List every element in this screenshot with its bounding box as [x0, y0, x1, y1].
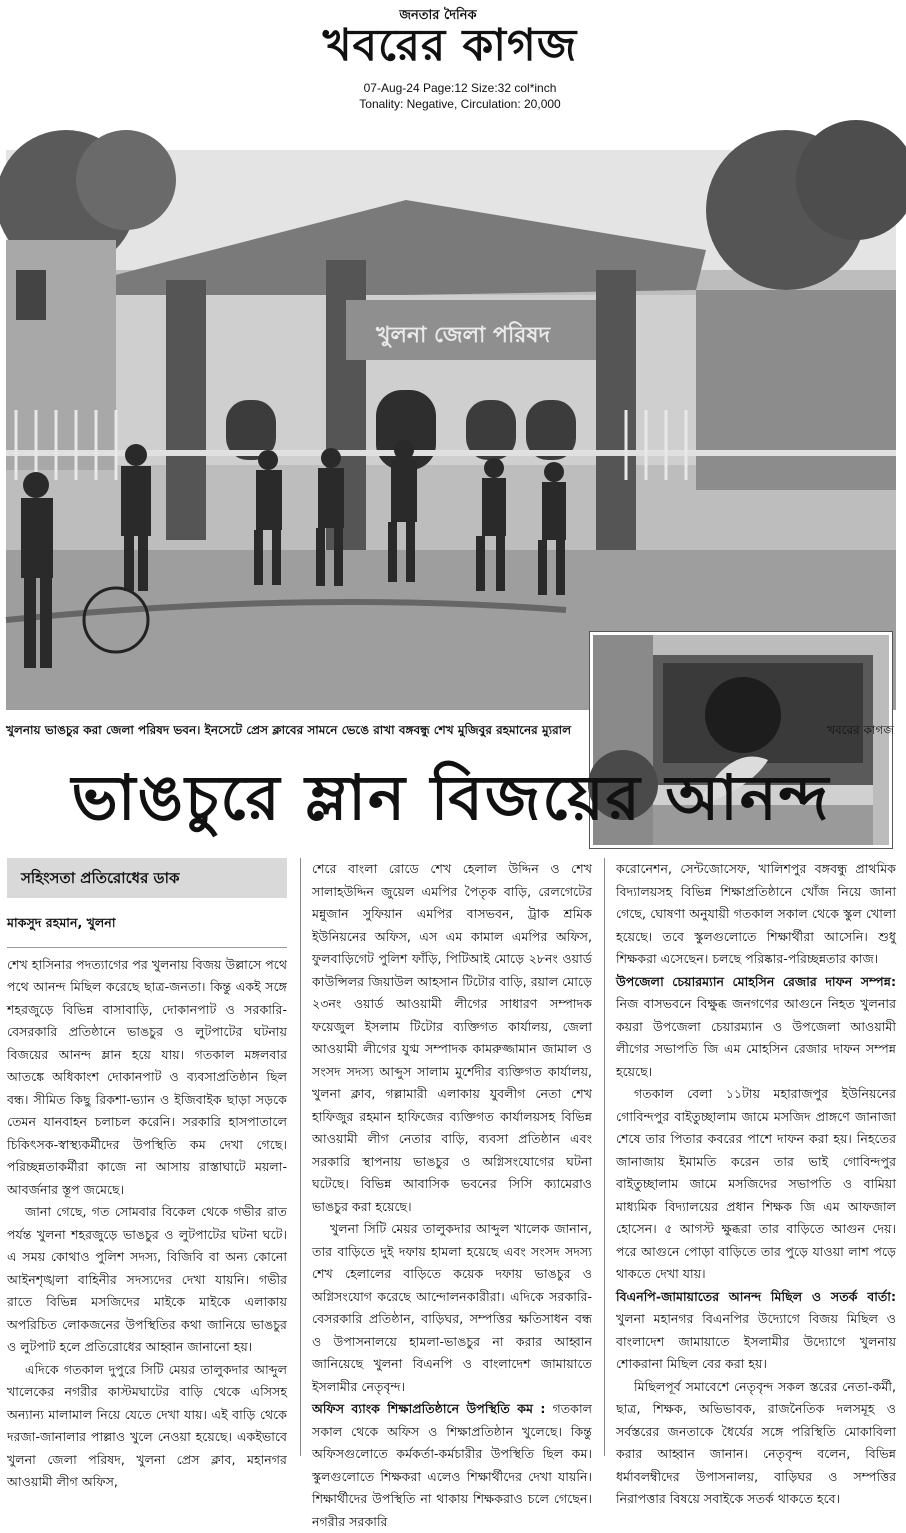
clip-meta-line-2: Tonality: Negative, Circulation: 20,000	[359, 97, 561, 111]
paragraph: শেরে বাংলা রোডে শেখ হেলাল উদ্দিন ও শেখ সালাহউদ্দিন জুয়েল এমপির পৈতৃক বাড়ি, রেলগেটের মন্নুজান সুফিয়ান এমপির বাসভবন, ট্রাক শ্রমিক ইউনিয়নের অফিস, এস এম কামাল এমপির অফিস, ফুলবাড়িগেট পুলিশ ফাঁড়ি, পিটিআই মোড়ে ২৮নং ওয়ার্ড কাউন্সিলর জিয়াউল আহসান টিটোর বাড়ি, রয়াল মোড়ে ২৩নং ওয়ার্ড আওয়ামী লীগের সাধারণ সম্পাদক ফয়েজুল ইসলাম টিটোর ব্যক্তিগত কার্যালয়, জেলা আওয়ামী লীগের যুগ্ম সম্পাদক কামরুজ্জামান জামাল ও সংসদ সদস্য আব্দুস সালাম মুর্শেদীর ব্যক্তিগত কার্যালয়, খুলনা ক্লাব, গল্লামারী এলাকায় যুবলীগ নেতা শেখ হাফিজুর রহমান হাফিজের ব্যক্তিগত কার্যালয়সহ বিভিন্ন আওয়ামী লীগ নেতার বাড়ি, ব্যবসা প্রতিষ্ঠান এবং সরকারি স্থাপনায় ভাঙচুর ও অগ্নিসংযোগের ঘটনা ঘটেছে। বিভিন্ন আবাসিক ভবনের সিসি ক্যামেরাও ভাঙচুর করা হয়েছে।	[312, 861, 592, 1214]
subsection-body: নিজ বাসভবনে বিক্ষুব্ধ জনগণের আগুনে নিহত খুলনার কয়রা উপজেলা চেয়ারম্যান ও উপজেলা আওয়ামী লীগের সভাপতি জি এম মোহসিন রেজার দাফন সম্পন্ন হয়েছে।	[616, 996, 896, 1079]
masthead-kicker: জনতার দৈনিক	[399, 8, 477, 23]
subsection-body: খুলনা মহানগর বিএনপির উদ্যোগে বিজয় মিছিল ও বাংলাদেশ জামায়াতে ইসলামীর উদ্যোগে খুলনায় শোকরানা মিছিল বের করা হয়।	[616, 1311, 896, 1371]
byline-divider	[7, 947, 287, 948]
subsection-heading: অফিস ব্যাংক শিক্ষাপ্রতিষ্ঠানে উপস্থিতি কম :	[312, 1401, 546, 1416]
caption-text: খুলনায় ভাঙচুর করা জেলা পরিষদ ভবন। ইনসেটে প্রেস ক্লাবের সামনে ভেঙে রাখা বঙ্গবন্ধু শেখ মুজিবুর রহমানের ম্যুরাল	[6, 723, 572, 737]
column-divider	[300, 858, 301, 1456]
building-illustration	[6, 150, 896, 710]
masthead	[0, 0, 906, 118]
subsection-heading: উপজেলা চেয়ারম্যান মোহসিন রেজার দাফন সম্পন্ন:	[616, 973, 896, 989]
photo-caption	[6, 720, 896, 742]
paragraph: মিছিলপূর্ব সমাবেশে নেতৃবৃন্দ সকল স্তরের নেতা-কর্মী, ছাত্র, শিক্ষক, অভিভাবক, রাজনৈতিক দলসমূহ ও সর্বস্তরের জনতাকে ধৈর্যের সঙ্গে পরিস্থিতি মোকাবিলা করার আহ্বান জানান। নেতৃবৃন্দ বলেন, বিভিন্ন ধর্মাবলম্বীদের উপাসনালয়, বাড়িঘর ও সম্পত্তির নিরাপত্তার বিষয়ে সবাইকে সতর্ক থাকতে হবে।	[616, 1378, 896, 1506]
main-photo	[6, 150, 896, 710]
article-column-2	[312, 858, 592, 1529]
photo-credit: খবরের কাগজ	[827, 723, 894, 737]
clip-meta-line-1: 07-Aug-24 Page:12 Size:32 col*inch	[363, 81, 557, 95]
paragraph: জানা গেছে, গত সোমবার বিকেল থেকে গভীর রাত পর্যন্ত খুলনা শহরজুড়ে ভাঙচুর ও লুটপাটের ঘটনা ঘটে। এ সময় কোথাও পুলিশ সদস্য, বিজিবি বা অন্য কোনো আইনশৃঙ্খলা বাহিনীর সদস্যদের দেখা যায়নি। গভীর রাতে বিভিন্ন মসজিদের মাইকে মাইকে এলাকায় অপরিচিত লোকজনের উপস্থিতির কথা জানিয়ে ভাঙচুর ও লুটপাট হলে প্রতিরোধের আহ্বান জানানো হয়।	[7, 1204, 287, 1354]
column-divider	[604, 858, 605, 1456]
byline: মাকসুদ রহমান, খুলনা	[7, 915, 116, 930]
paragraph: খুলনা সিটি মেয়র তালুকদার আব্দুল খালেক জানান, তার বাড়িতে দুই দফায় হামলা হয়েছে এবং সংসদ সদস্য শেখ হেলালের বাড়িতে কয়েক দফায় ভাঙচুর ও অগ্নিসংযোগ করেছে আন্দোলনকারীরা। এদিকে সরকারি-বেসরকারি প্রতিষ্ঠান, বাড়িঘর, সম্পত্তির ক্ষতিসাধন বন্ধ ও উপাসনালয়ে হামলা-ভাঙচুর না করার আহ্বান জানিয়েছে খুলনা বিএনপি ও বাংলাদেশ জামায়াতে ইসলামীর নেতৃবৃন্দ।	[312, 1221, 592, 1394]
paragraph: এদিকে গতকাল দুপুরে সিটি মেয়র তালুকদার আব্দুল খালেকের নগরীর কাস্টমঘাটের বাড়ি থেকে এসিসহ অন্যান্য মালামাল নিয়ে যেতে দেখা যায়। এই বাড়ি থেকে দরজা-জানালার পাল্লাও খুলে নেওয়া হয়েছে। একইভাবে খুলনা জেলা পরিষদ, খুলনা প্রেস ক্লাব, মহানগর আওয়ামী লীগ অফিস,	[7, 1361, 287, 1489]
paragraph: করোনেশন, সেন্টজোসেফ, খালিশপুর বঙ্গবন্ধু প্রাথমিক বিদ্যালয়সহ বিভিন্ন শিক্ষাপ্রতিষ্ঠানে খোঁজ নিয়ে জানা গেছে, ঘোষণা অনুযায়ী গতকাল সকাল থেকে স্কুল খোলা হয়েছে। তবে স্কুলগুলোতে শিক্ষার্থীরা আসেনি। শুধু শিক্ষকরা এসেছেন। চলছে পরিষ্কার-পরিচ্ছন্নতার কাজ।	[616, 861, 896, 966]
article-headline: ভাঙচুরে ম্লান বিজয়ের আনন্দ	[71, 761, 831, 834]
newspaper-name: খবরের কাগজ	[322, 20, 578, 71]
article-column-1	[7, 858, 287, 1489]
paragraph: গতকাল বেলা ১১টায় মহারাজপুর ইউনিয়নের গোবিন্দপুর বাইতুচ্ছালাম জামে মসজিদ প্রাঙ্গণে জানাজা শেষে তার পিতার কবরের পাশে দাফন করা হয়। নিহতের জানাজায় ইমামতি করেন তার ভাই গোবিন্দপুর বাইতুচ্ছালাম জামে মসজিদের সভাপতি ও বামিয়া মাধ্যমিক বিদ্যালয়ের প্রধান শিক্ষক জি এম আফজাল হোসেন। ৫ আগস্ট ক্ষুব্ধরা তার বাড়িতে আগুন দেয়। পরে আগুনে পোড়া বাড়িতে তার পুড়ে যাওয়া লাশ পড়ে থাকতে দেখা যায়।	[616, 1086, 896, 1281]
subsection-heading: বিএনপি-জামায়াতের আনন্দ মিছিল ও সতর্ক বার্তা:	[616, 1288, 896, 1304]
article-column-3	[616, 858, 896, 1506]
section-box	[7, 858, 287, 898]
subsection-body: গতকাল সকাল থেকে অফিস ও শিক্ষাপ্রতিষ্ঠান খুলেছে। কিন্তু অফিসগুলোতে কর্মকর্তা-কর্মচারীর উপস্থিতি ছিল কম। স্কুলগুলোতে শিক্ষকরা এলেও শিক্ষার্থীদের দেখা যায়নি। শিক্ষার্থীদের উপস্থিতি না থাকায় শিক্ষকরাও চলে গেছেন। নগরীর সরকারি	[312, 1401, 592, 1529]
subsection-paragraph	[616, 1286, 896, 1376]
paragraph: শেখ হাসিনার পদত্যাগের পর খুলনায় বিজয় উল্লাসে পথে পথে আনন্দ মিছিল করেছে ছাত্র-জনতা। কিন্তু একই সঙ্গে শহরজুড়ে বিভিন্ন বাসাবাড়ি, দোকানপাট ও সরকারি-বেসরকারি প্রতিষ্ঠানে ভাঙচুর ও লুটপাটের ঘটনায় বিজয়ের আনন্দ ম্লান হয়ে যায়। গতকাল মঙ্গলবার আতঙ্কে অধিকাংশ দোকানপাট ও ব্যবসাপ্রতিষ্ঠান ছিল বন্ধ। সীমিত কিছু রিকশা-ভ্যান ও ইজিবাইক ছাড়া সড়কে তেমন যানবাহন চলাচল করেনি। সরকারি হাসপাতালে চিকিৎসক-স্বাস্থ্যকর্মীদের উপস্থিতি কম দেখা গেছে। পরিচ্ছন্নতাকর্মীরা কাজে না আসায় রাস্তাঘাটে ময়লা-আবর্জনার স্তূপ জমেছে।	[7, 956, 287, 1197]
building-sign: খুলনা জেলা পরিষদ	[376, 323, 551, 348]
section-box-title: সহিংসতা প্রতিরোধের ডাক	[21, 869, 180, 887]
subsection-paragraph	[616, 971, 896, 1084]
subsection-paragraph	[312, 1398, 592, 1533]
